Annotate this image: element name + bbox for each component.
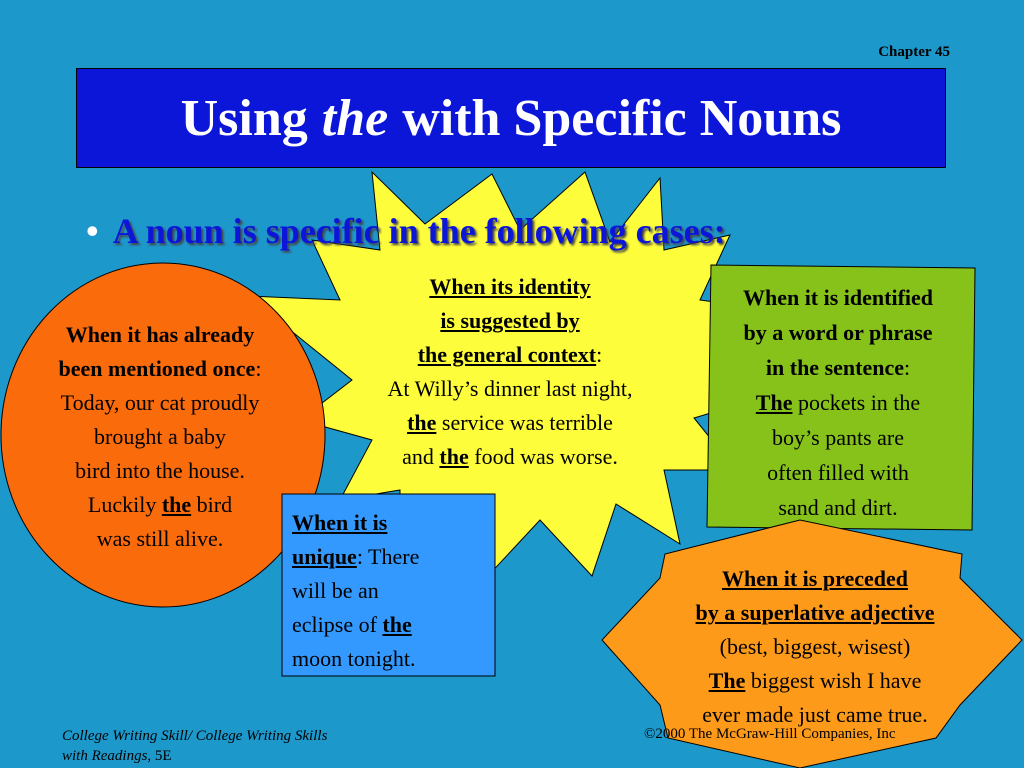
title-part-2: the bbox=[321, 89, 389, 147]
star-line-3a: and bbox=[402, 444, 434, 469]
circle-line-2: brought a baby bbox=[94, 424, 226, 449]
footer-edition: , 5E bbox=[147, 748, 172, 764]
blue-line-3a: eclipse of bbox=[292, 612, 377, 637]
star-content bbox=[340, 270, 680, 474]
circle-line-1: Today, our cat proudly bbox=[60, 390, 260, 415]
star-the-1: the bbox=[407, 410, 437, 435]
star-heading-2: is suggested by bbox=[440, 308, 580, 333]
green-line-1: pockets in the bbox=[797, 390, 921, 415]
star-line-3b: food was worse. bbox=[474, 444, 618, 469]
blue-the: the bbox=[382, 612, 412, 637]
circle-content bbox=[10, 318, 310, 556]
bullet-point bbox=[86, 210, 726, 252]
blue-line-2: will be an bbox=[292, 578, 379, 603]
blue-line-1: : There bbox=[356, 544, 420, 569]
star-the-2: the bbox=[439, 444, 469, 469]
footer-copyright: ©2000 The McGraw-Hill Companies, Inc bbox=[644, 726, 896, 742]
green-content bbox=[708, 280, 968, 525]
star-heading-3: the general context bbox=[417, 342, 597, 367]
circle-the: the bbox=[161, 492, 192, 517]
circle-heading-2: been mentioned once bbox=[58, 356, 256, 381]
footer-book-line-1: College Writing Skill/ College Writing Skills bbox=[62, 728, 328, 744]
orange-line-2: biggest wish I have bbox=[750, 668, 922, 693]
star-colon: : bbox=[596, 342, 603, 367]
circle-colon: : bbox=[255, 356, 262, 381]
orange-the: The bbox=[708, 668, 746, 693]
star-line-2: service was terrible bbox=[441, 410, 613, 435]
blue-line-4: moon tonight. bbox=[292, 646, 416, 671]
circle-line-5: was still alive. bbox=[96, 526, 224, 551]
orange-content bbox=[650, 562, 980, 732]
green-heading-1: When it is identified bbox=[742, 285, 934, 310]
title-part-3: with Specific Nouns bbox=[402, 89, 842, 147]
footer-book-line-2: with Readings bbox=[62, 748, 148, 764]
star-line-1: At Willy’s dinner last night, bbox=[387, 376, 633, 401]
chapter-label: Chapter 45 bbox=[878, 44, 950, 60]
green-colon: : bbox=[903, 355, 911, 380]
star-heading-1: When its identity bbox=[429, 274, 591, 299]
blue-content bbox=[292, 506, 492, 676]
orange-heading-2: by a superlative adjective bbox=[695, 600, 935, 625]
circle-line-3: bird into the house. bbox=[75, 458, 245, 483]
orange-line-1: (best, biggest, wisest) bbox=[719, 634, 911, 659]
footer-book bbox=[62, 726, 327, 766]
green-the: The bbox=[755, 390, 793, 415]
bullet-marker: • bbox=[86, 211, 99, 251]
green-line-2: boy’s pants are bbox=[772, 425, 904, 450]
blue-heading-2: unique bbox=[292, 544, 357, 569]
green-heading-3: in the sentence bbox=[765, 355, 904, 380]
circle-heading-1: When it has already bbox=[65, 322, 255, 347]
green-heading-2: by a word or phrase bbox=[743, 320, 933, 345]
orange-line-3: ever made just came true. bbox=[702, 702, 928, 727]
title-part-1: Using bbox=[180, 89, 308, 147]
orange-heading-1: When it is preceded bbox=[722, 566, 908, 591]
green-line-3: often filled with bbox=[767, 460, 909, 485]
circle-line-4b: bird bbox=[196, 492, 233, 517]
circle-line-4a: Luckily bbox=[87, 492, 157, 517]
green-line-4: sand and dirt. bbox=[778, 495, 898, 520]
blue-heading-1: When it is bbox=[292, 510, 388, 535]
bullet-text: A noun is specific in the following cases: bbox=[112, 211, 726, 251]
